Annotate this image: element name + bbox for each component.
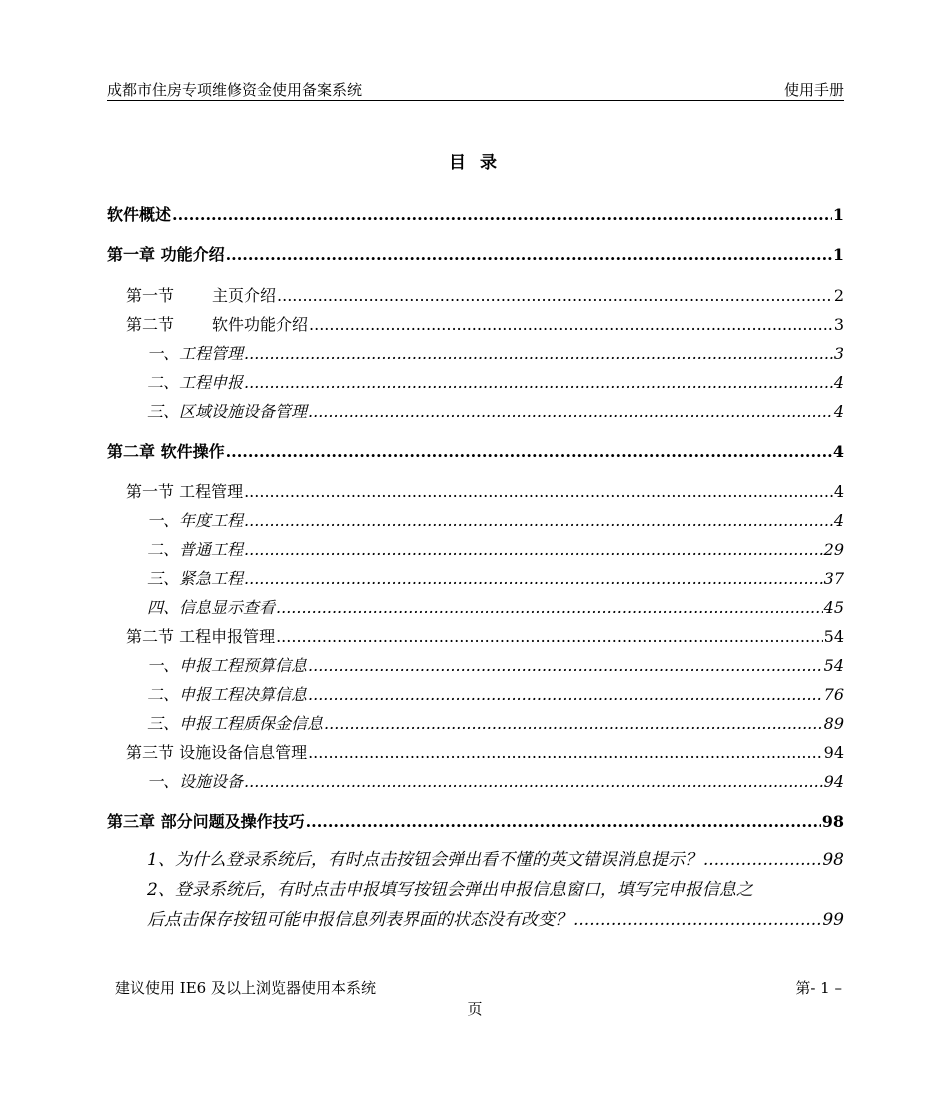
toc-entry[interactable] <box>107 595 844 618</box>
footer-page-number: 第- 1 – <box>795 979 842 997</box>
toc-entry[interactable] <box>107 312 844 335</box>
toc-entry[interactable] <box>107 439 844 462</box>
toc-entry-question-1[interactable] <box>147 845 844 875</box>
toc-entry[interactable] <box>107 769 844 792</box>
section-number: 第二节 <box>126 315 175 334</box>
toc-entry[interactable] <box>107 242 844 265</box>
toc-entry[interactable] <box>107 711 844 734</box>
toc-entry-label: 第一节 工程管理 <box>126 482 244 501</box>
question-text-line2: 后点击保存按钮可能申报信息列表界面的状态没有改变？ <box>147 910 572 930</box>
toc-entry[interactable] <box>107 479 844 502</box>
toc-entry-label: 一、设施设备 <box>147 772 244 791</box>
toc-entry-label: 三、申报工程质保金信息 <box>147 714 324 733</box>
toc-entry[interactable] <box>107 399 844 422</box>
toc-entry-label: 二、普通工程 <box>147 540 244 559</box>
page-header <box>107 80 844 101</box>
toc-entry[interactable] <box>107 740 844 763</box>
toc-entry[interactable] <box>107 624 844 647</box>
toc-entry-label: 第三章 部分问题及操作技巧 <box>107 812 305 831</box>
toc-page-number: 29 <box>823 540 844 559</box>
toc-entry-label: 二、工程申报 <box>147 373 244 392</box>
footer-browser-note: 建议使用 IE6 及以上浏览器使用本系统 <box>115 979 376 997</box>
toc-entry-label: 四、信息显示查看 <box>147 598 276 617</box>
toc-entry-label: 一、年度工程 <box>147 511 244 530</box>
section-title: 软件功能介绍 <box>212 315 309 334</box>
toc-page-number: 94 <box>823 743 844 762</box>
toc-page-number: 3 <box>833 344 844 363</box>
toc-entry-label: 第二章 软件操作 <box>107 442 225 461</box>
header-manual-label: 使用手册 <box>783 81 844 99</box>
toc-page-number: 1 <box>832 245 844 264</box>
toc-entry[interactable] <box>107 653 844 676</box>
toc-entry-label: 一、申报工程预算信息 <box>147 656 308 675</box>
header-system-title: 成都市住房专项维修资金使用备案系统 <box>107 81 363 99</box>
toc-entry[interactable] <box>107 370 844 393</box>
toc-entry-label <box>126 312 308 335</box>
toc-entry-label: 第二节 工程申报管理 <box>126 627 276 646</box>
toc-page-number: 1 <box>832 205 844 224</box>
toc-entry[interactable] <box>107 682 844 705</box>
toc-page-number: 4 <box>833 373 844 392</box>
toc-page-number: 45 <box>823 598 844 617</box>
toc-entry-question-2[interactable] <box>147 875 844 935</box>
toc-page-number: 98 <box>821 812 844 831</box>
toc-page-number: 4 <box>833 511 844 530</box>
toc-entry-label: 三、紧急工程 <box>147 569 244 588</box>
toc-page-number: 94 <box>823 772 844 791</box>
toc-page-number: 98 <box>822 850 844 870</box>
toc-page-number: 3 <box>833 315 844 334</box>
section-number: 第一节 <box>126 286 175 305</box>
toc-page-number: 54 <box>823 656 844 675</box>
faq-entries <box>147 845 844 935</box>
question-text-line1: 2、登录系统后，有时点击申报填写按钮会弹出申报信息窗口，填写完申报信息之 <box>147 880 753 900</box>
toc-page-number: 54 <box>823 627 844 646</box>
toc-entry[interactable] <box>107 537 844 560</box>
toc-page-number: 4 <box>833 482 844 501</box>
toc-entry-label: 第三节 设施设备信息管理 <box>126 743 308 762</box>
toc-entry-label: 软件概述 <box>107 205 172 224</box>
toc-page-number: 99 <box>822 910 844 930</box>
toc-page-number: 89 <box>823 714 844 733</box>
toc-page-number: 4 <box>832 442 844 461</box>
toc-entry[interactable] <box>107 566 844 589</box>
toc-title: 目 录 <box>449 153 501 173</box>
toc-page-number: 37 <box>823 569 844 588</box>
toc-entry[interactable] <box>107 283 844 306</box>
toc-page-number: 2 <box>833 286 844 305</box>
toc-entry[interactable] <box>107 508 844 531</box>
toc-page-number: 4 <box>833 402 844 421</box>
toc-page-number: 76 <box>823 685 844 704</box>
section-title: 主页介绍 <box>212 286 277 305</box>
toc-entry[interactable] <box>107 202 844 225</box>
question-text: 1、为什么登录系统后，有时点击按钮会弹出看不懂的英文错误消息提示？ <box>147 850 702 870</box>
toc-entry-label <box>126 283 276 306</box>
toc-entry-label: 第一章 功能介绍 <box>107 245 225 264</box>
toc-entry[interactable] <box>107 341 844 364</box>
toc-entry[interactable] <box>107 809 844 832</box>
footer-page-suffix: 页 <box>467 1000 483 1018</box>
toc-entry-label: 一、工程管理 <box>147 344 244 363</box>
toc-entry-label: 三、区域设施设备管理 <box>147 402 308 421</box>
toc-entry-label: 二、申报工程决算信息 <box>147 685 308 704</box>
